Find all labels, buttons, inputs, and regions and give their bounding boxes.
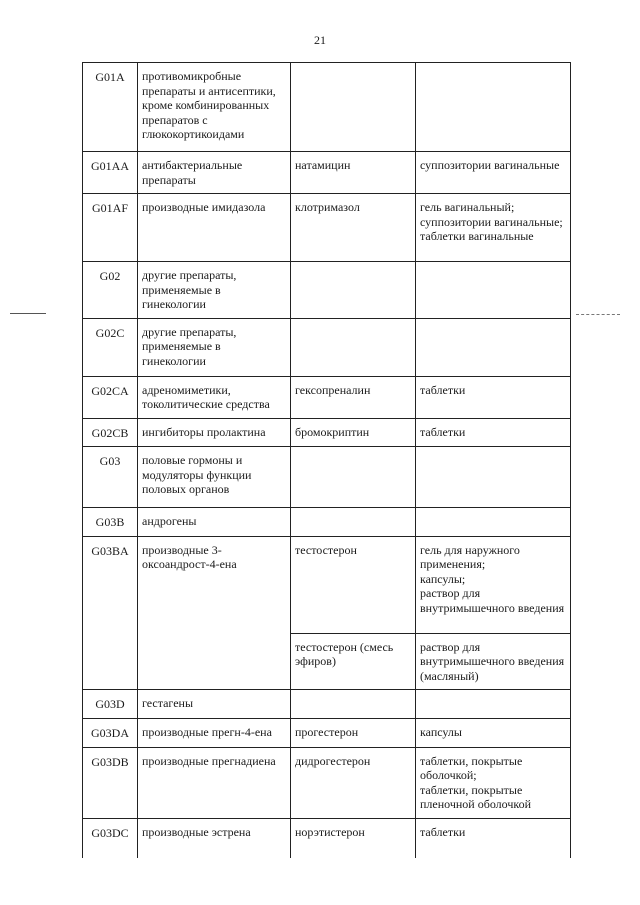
table-row [83,376,571,418]
atc-code-cell: G01AF [83,194,138,262]
group-name-cell: производные прегнадиена [138,747,291,818]
dosage-forms-cell [416,447,571,508]
dosage-forms-cell [416,262,571,319]
dosage-form-line: суппозитории вагинальные; [420,214,563,229]
drug-name-cell [291,508,416,537]
atc-code-cell: G03D [83,690,138,719]
dosage-forms-cell [416,690,571,719]
dosage-forms-cell [416,536,571,633]
group-name-cell: производные 3-оксоандрост-4-ена [138,536,291,690]
drug-name-cell: гексопреналин [291,376,416,418]
margin-dash-left [10,313,46,314]
table-row [83,262,571,319]
table-row [83,318,571,376]
drug-name-cell: тестостерон [291,536,416,633]
dosage-form-line: гель вагинальный; [420,200,515,214]
dosage-forms-cell [416,508,571,537]
dosage-form-line: суппозитории вагинальные [420,158,560,172]
atc-code-cell: G01AA [83,152,138,194]
atc-code-cell: G02 [83,262,138,319]
dosage-forms-cell [416,747,571,818]
drug-name-cell: дидрогестерон [291,747,416,818]
dosage-form-line: раствор для внутримышечного введения (масляный) [420,639,565,683]
atc-code-cell: G03B [83,508,138,537]
group-name-cell: другие препараты, применяемые в гинекологии [138,262,291,319]
atc-code-cell: G03BA [83,536,138,690]
dosage-forms-cell [416,818,571,858]
drug-name-cell [291,447,416,508]
group-name-cell: андрогены [138,508,291,537]
drug-name-cell: натамицин [291,152,416,194]
group-name-cell: производные прегн-4-ена [138,719,291,748]
dosage-form-line: таблетки, покрытые пленочной оболочкой [420,782,532,811]
drug-name-cell: клотримазол [291,194,416,262]
table-row [83,747,571,818]
table-row [83,63,571,152]
atc-code-cell: G03DB [83,747,138,818]
drug-name-cell [291,690,416,719]
dosage-form-line: гель для наружного применения; [420,542,520,571]
group-name-cell: антибактериальные препараты [138,152,291,194]
drug-name-cell [291,63,416,152]
dosage-forms-cell [416,63,571,152]
dosage-forms-cell [416,719,571,748]
group-name-cell: адреномиметики, токолитические средства [138,376,291,418]
atc-code-cell: G03 [83,447,138,508]
dosage-form-line: таблетки [420,824,466,839]
table-row [83,447,571,508]
dosage-forms-cell [416,633,571,690]
dosage-forms-cell [416,318,571,376]
atc-drug-table [82,62,571,858]
drug-name-cell [291,318,416,376]
table-row [83,194,571,262]
group-name-cell: ингибиторы пролактина [138,418,291,447]
dosage-forms-cell [416,152,571,194]
group-name-cell: другие препараты, применяемые в гинекологии [138,318,291,376]
group-name-cell: производные имидазола [138,194,291,262]
table-row [83,418,571,447]
drug-name-cell [291,262,416,319]
page-number: 21 [314,33,326,47]
atc-code-cell: G02C [83,318,138,376]
dosage-form-line: капсулы; [420,571,466,586]
group-name-cell: производные эстрена [138,818,291,858]
drug-name-cell: тестостерон (смесь эфиров) [291,633,416,690]
table-row [83,152,571,194]
atc-code-cell: G03DA [83,719,138,748]
group-name-cell: противомикробные препараты и антисептики, кроме комбинированных препаратов с глюкокортикоидами [138,63,291,152]
atc-code-cell: G03DC [83,818,138,858]
table-row [83,818,571,858]
dosage-form-line: таблетки [420,382,466,397]
dosage-form-line: раствор для внутримышечного введения [420,586,565,615]
drug-name-cell: бромокриптин [291,418,416,447]
group-name-cell: половые гормоны и модуляторы функции половых органов [138,447,291,508]
atc-code-cell: G02CB [83,418,138,447]
dosage-form-line: таблетки, покрытые оболочкой; [420,753,523,782]
dosage-forms-cell [416,418,571,447]
table-row [83,508,571,537]
table-row [83,536,571,633]
dosage-forms-cell [416,376,571,418]
dosage-form-line: таблетки [420,424,466,439]
dosage-form-line: капсулы [420,725,462,739]
atc-code-cell: G02CA [83,376,138,418]
dosage-form-line: таблетки вагинальные [420,229,534,243]
dosage-forms-cell [416,194,571,262]
drug-name-cell: норэтистерон [291,818,416,858]
table-row [83,690,571,719]
group-name-cell: гестагены [138,690,291,719]
atc-code-cell: G01A [83,63,138,152]
margin-dash-right [576,314,620,315]
table-row [83,719,571,748]
drug-name-cell: прогестерон [291,719,416,748]
